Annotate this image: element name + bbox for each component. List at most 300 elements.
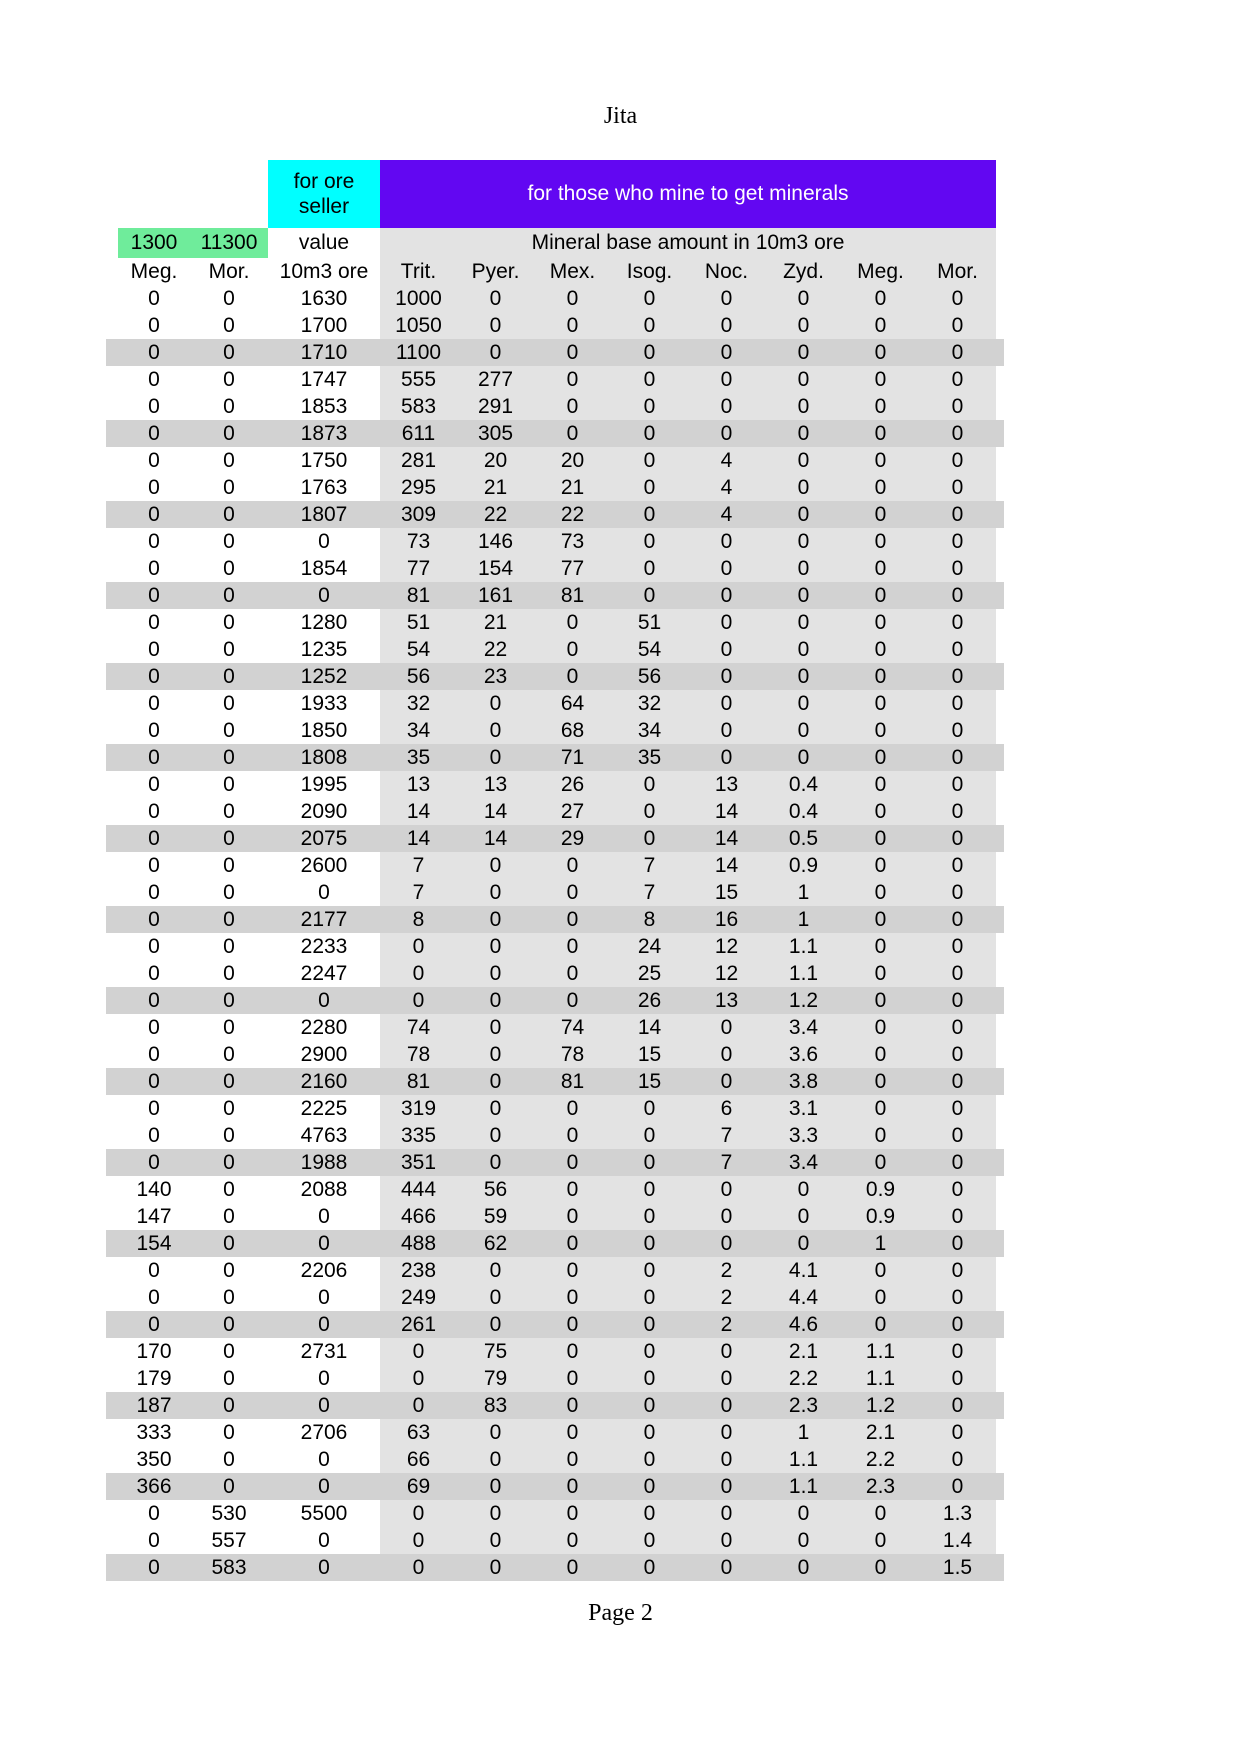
- cell: 0: [380, 1527, 457, 1554]
- cell: 81: [380, 1068, 457, 1095]
- cell: 0: [534, 1284, 611, 1311]
- cell: 0: [842, 1041, 919, 1068]
- cell: 0: [457, 879, 534, 906]
- table-row: [106, 771, 1004, 798]
- cell: 77: [380, 555, 457, 582]
- row-spacer: [106, 1554, 118, 1581]
- table-row: [106, 1176, 1004, 1203]
- cell: 0: [919, 636, 996, 663]
- cell: 0: [380, 960, 457, 987]
- row-spacer: [996, 690, 1004, 717]
- cell: 0: [190, 420, 268, 447]
- row-spacer: [996, 1014, 1004, 1041]
- cell: 3.6: [765, 1041, 842, 1068]
- page-title: Jita: [603, 103, 638, 129]
- cell: 0.5: [765, 825, 842, 852]
- cell: 7: [380, 852, 457, 879]
- cell: 1.3: [919, 1500, 996, 1527]
- cell: 79: [457, 1365, 534, 1392]
- cell: 0: [919, 1068, 996, 1095]
- column-header: Mor.: [919, 258, 996, 285]
- cell: 0: [457, 852, 534, 879]
- cell: 0: [190, 1230, 268, 1257]
- cell: 71: [534, 744, 611, 771]
- cell: 0: [688, 744, 765, 771]
- cell: 0: [380, 1365, 457, 1392]
- mineral-banner: Mineral base amount in 10m3 ore: [380, 228, 996, 258]
- cell: 0: [765, 1203, 842, 1230]
- row-spacer: [996, 447, 1004, 474]
- cell: 0: [534, 1176, 611, 1203]
- cell: 0: [919, 906, 996, 933]
- cell: 0: [611, 528, 688, 555]
- cell: 0: [765, 636, 842, 663]
- cell: 0: [611, 1527, 688, 1554]
- cell: 0: [765, 312, 842, 339]
- cell: 0: [268, 1554, 380, 1581]
- cell: 351: [380, 1149, 457, 1176]
- cell: 0: [765, 582, 842, 609]
- cell: 21: [534, 474, 611, 501]
- row-spacer: [106, 312, 118, 339]
- cell: 1.1: [765, 933, 842, 960]
- cell: 1700: [268, 312, 380, 339]
- cell: 8: [611, 906, 688, 933]
- cell: 1: [842, 1230, 919, 1257]
- cell: 0: [765, 528, 842, 555]
- cell: 0: [919, 285, 996, 312]
- cell: 14: [688, 798, 765, 825]
- cell: 0: [534, 960, 611, 987]
- column-header: Meg.: [118, 258, 190, 285]
- cell: 366: [118, 1473, 190, 1500]
- cell: 0: [842, 555, 919, 582]
- table-row: [106, 312, 1004, 339]
- cell: 0: [118, 1095, 190, 1122]
- cell: 0: [118, 528, 190, 555]
- cell: 0: [534, 1419, 611, 1446]
- cell: 179: [118, 1365, 190, 1392]
- cell: 56: [380, 663, 457, 690]
- cell: 0: [190, 1176, 268, 1203]
- table-row: [106, 1392, 1004, 1419]
- cell: 0: [118, 852, 190, 879]
- cell: 0: [190, 1473, 268, 1500]
- cell: 0: [611, 285, 688, 312]
- cell: 0: [688, 636, 765, 663]
- cell: 12: [688, 933, 765, 960]
- cell: 0: [190, 366, 268, 393]
- cell: 0: [268, 1284, 380, 1311]
- cell: 0: [190, 717, 268, 744]
- cell: 62: [457, 1230, 534, 1257]
- miners-header: for those who mine to get minerals: [380, 160, 996, 228]
- cell: 0: [268, 987, 380, 1014]
- cell: 2.1: [842, 1419, 919, 1446]
- row-spacer: [996, 663, 1004, 690]
- cell: 2280: [268, 1014, 380, 1041]
- cell: 0: [534, 1527, 611, 1554]
- cell: 0: [190, 798, 268, 825]
- cell: 2090: [268, 798, 380, 825]
- cell: 0: [534, 1095, 611, 1122]
- table-row: [106, 825, 1004, 852]
- cell: 0: [190, 1068, 268, 1095]
- row-spacer: [106, 339, 118, 366]
- cell: 0: [842, 1311, 919, 1338]
- cell: 0: [534, 1554, 611, 1581]
- cell: 0: [118, 771, 190, 798]
- row-spacer: [996, 1203, 1004, 1230]
- cell: 0: [457, 1527, 534, 1554]
- row-spacer: [996, 879, 1004, 906]
- cell: 20: [534, 447, 611, 474]
- cell: 0: [919, 1338, 996, 1365]
- cell: 0: [190, 1284, 268, 1311]
- cell: 1630: [268, 285, 380, 312]
- row-spacer: [996, 555, 1004, 582]
- cell: 0: [534, 1122, 611, 1149]
- cell: 0: [765, 501, 842, 528]
- cell: 7: [688, 1149, 765, 1176]
- row-spacer: [996, 636, 1004, 663]
- cell: 444: [380, 1176, 457, 1203]
- row-spacer: [996, 1284, 1004, 1311]
- cell: 1850: [268, 717, 380, 744]
- cell: 0: [842, 609, 919, 636]
- cell: 0: [534, 609, 611, 636]
- cell: 0: [190, 1392, 268, 1419]
- row-spacer: [106, 636, 118, 663]
- cell: 0: [190, 1014, 268, 1041]
- cell: 0: [842, 690, 919, 717]
- cell: 295: [380, 474, 457, 501]
- table-row: [106, 474, 1004, 501]
- row-spacer: [996, 1392, 1004, 1419]
- cell: 0: [919, 933, 996, 960]
- cell: 3.4: [765, 1014, 842, 1041]
- row-spacer: [106, 393, 118, 420]
- cell: 0: [118, 474, 190, 501]
- row-spacer: [996, 960, 1004, 987]
- table-row: [106, 636, 1004, 663]
- cell: 0: [611, 1230, 688, 1257]
- cell: 0: [919, 1230, 996, 1257]
- cell: 0: [919, 420, 996, 447]
- cell: 0: [118, 744, 190, 771]
- row-spacer: [996, 528, 1004, 555]
- cell: 13: [380, 771, 457, 798]
- table-row: [106, 663, 1004, 690]
- row-spacer: [106, 933, 118, 960]
- cell: 1: [765, 906, 842, 933]
- cell: 0: [268, 528, 380, 555]
- cell: 0: [534, 1446, 611, 1473]
- cell: 1.2: [765, 987, 842, 1014]
- cell: 0: [457, 1122, 534, 1149]
- table-row: [106, 1554, 1004, 1581]
- row-spacer: [106, 420, 118, 447]
- cell: 0: [842, 1257, 919, 1284]
- table-row: [106, 1068, 1004, 1095]
- table-row: [106, 1041, 1004, 1068]
- column-header: Trit.: [380, 258, 457, 285]
- cell: 0: [842, 744, 919, 771]
- cell: 77: [534, 555, 611, 582]
- cell: 249: [380, 1284, 457, 1311]
- cell: 1.1: [765, 960, 842, 987]
- row-spacer: [106, 582, 118, 609]
- cell: 3.1: [765, 1095, 842, 1122]
- cell: 187: [118, 1392, 190, 1419]
- cell: 0: [765, 366, 842, 393]
- cell: 0: [919, 1446, 996, 1473]
- meg-total-cell: 1300: [118, 228, 190, 258]
- cell: 0: [457, 1257, 534, 1284]
- cell: 16: [688, 906, 765, 933]
- cell: 0: [268, 1392, 380, 1419]
- cell: 0.9: [765, 852, 842, 879]
- cell: 0: [688, 420, 765, 447]
- cell: 0: [842, 366, 919, 393]
- table-row: [106, 1419, 1004, 1446]
- cell: 350: [118, 1446, 190, 1473]
- cell: 2706: [268, 1419, 380, 1446]
- cell: 1747: [268, 366, 380, 393]
- cell: 1807: [268, 501, 380, 528]
- row-spacer: [106, 987, 118, 1014]
- row-spacer: [996, 1176, 1004, 1203]
- cell: 0: [534, 1365, 611, 1392]
- cell: 0: [611, 474, 688, 501]
- cell: 0: [919, 852, 996, 879]
- cell: 0: [268, 1527, 380, 1554]
- cell: 0: [268, 582, 380, 609]
- cell: 0: [919, 960, 996, 987]
- cell: 0: [919, 879, 996, 906]
- cell: 22: [534, 501, 611, 528]
- cell: 0: [842, 771, 919, 798]
- row-spacer: [106, 663, 118, 690]
- cell: 14: [688, 852, 765, 879]
- cell: 0: [457, 339, 534, 366]
- value-label-cell: value: [268, 228, 380, 258]
- cell: 0: [190, 771, 268, 798]
- cell: 0: [457, 1473, 534, 1500]
- cell: 4.4: [765, 1284, 842, 1311]
- cell: 7: [380, 879, 457, 906]
- cell: 0: [190, 609, 268, 636]
- cell: 2177: [268, 906, 380, 933]
- cell: 0: [190, 852, 268, 879]
- cell: 1.5: [919, 1554, 996, 1581]
- table-row: [106, 1365, 1004, 1392]
- cell: 0: [118, 933, 190, 960]
- cell: 1.4: [919, 1527, 996, 1554]
- cell: 277: [457, 366, 534, 393]
- cell: 1763: [268, 474, 380, 501]
- cell: 0: [190, 555, 268, 582]
- cell: 0: [190, 825, 268, 852]
- cell: 0: [765, 1500, 842, 1527]
- cell: 7: [611, 879, 688, 906]
- cell: 0: [118, 1554, 190, 1581]
- cell: 0: [380, 1338, 457, 1365]
- cell: 0: [611, 1284, 688, 1311]
- blank-cell: [118, 160, 268, 228]
- cell: 0: [118, 1122, 190, 1149]
- cell: 0: [688, 1500, 765, 1527]
- cell: 1.1: [765, 1473, 842, 1500]
- cell: 0: [380, 1500, 457, 1527]
- cell: 14: [380, 798, 457, 825]
- row-spacer: [106, 825, 118, 852]
- cell: 0: [611, 1203, 688, 1230]
- cell: 0: [919, 1392, 996, 1419]
- cell: 0: [765, 447, 842, 474]
- cell: 22: [457, 636, 534, 663]
- cell: 0: [380, 933, 457, 960]
- cell: 0: [765, 420, 842, 447]
- cell: 0: [688, 1338, 765, 1365]
- cell: 0: [611, 1095, 688, 1122]
- cell: 0: [688, 393, 765, 420]
- cell: 0: [190, 582, 268, 609]
- cell: 0: [268, 879, 380, 906]
- cell: 14: [688, 825, 765, 852]
- cell: 0: [919, 609, 996, 636]
- column-header: Zyd.: [765, 258, 842, 285]
- cell: 2206: [268, 1257, 380, 1284]
- cell: 0: [118, 366, 190, 393]
- row-spacer: [106, 1284, 118, 1311]
- row-spacer: [106, 555, 118, 582]
- cell: 0: [118, 663, 190, 690]
- cell: 0: [457, 1311, 534, 1338]
- cell: 0: [688, 1419, 765, 1446]
- cell: 0: [842, 393, 919, 420]
- cell: 0: [190, 879, 268, 906]
- cell: 78: [380, 1041, 457, 1068]
- row-spacer: [106, 1311, 118, 1338]
- table-row: [106, 1257, 1004, 1284]
- table-row: [106, 1014, 1004, 1041]
- cell: 78: [534, 1041, 611, 1068]
- table-row: [106, 420, 1004, 447]
- row-spacer: [996, 717, 1004, 744]
- cell: 0: [611, 420, 688, 447]
- cell: 0: [611, 825, 688, 852]
- cell: 0.4: [765, 798, 842, 825]
- row-spacer: [106, 285, 118, 312]
- cell: 26: [534, 771, 611, 798]
- cell: 0: [190, 1122, 268, 1149]
- cell: 0: [118, 1041, 190, 1068]
- table-row: [106, 528, 1004, 555]
- cell: 26: [611, 987, 688, 1014]
- row-spacer: [106, 1338, 118, 1365]
- cell: 0: [842, 339, 919, 366]
- totals-row: [106, 228, 1004, 258]
- cell: 0: [688, 1554, 765, 1581]
- cell: 0: [611, 1446, 688, 1473]
- row-spacer: [996, 1311, 1004, 1338]
- row-spacer: [106, 960, 118, 987]
- cell: 0: [118, 825, 190, 852]
- cell: 0: [457, 1068, 534, 1095]
- cell: 0: [534, 1203, 611, 1230]
- cell: 0: [190, 1338, 268, 1365]
- cell: 0: [919, 771, 996, 798]
- cell: 2731: [268, 1338, 380, 1365]
- cell: 309: [380, 501, 457, 528]
- cell: 0: [842, 447, 919, 474]
- cell: 0: [919, 1176, 996, 1203]
- cell: 0: [190, 1311, 268, 1338]
- cell: 1853: [268, 393, 380, 420]
- cell: 0: [919, 798, 996, 825]
- row-spacer: [106, 447, 118, 474]
- cell: 3.3: [765, 1122, 842, 1149]
- cell: 0: [611, 1419, 688, 1446]
- cell: 4: [688, 501, 765, 528]
- cell: 0: [611, 555, 688, 582]
- cell: 0: [919, 663, 996, 690]
- cell: 0.4: [765, 771, 842, 798]
- cell: 281: [380, 447, 457, 474]
- row-spacer: [996, 1554, 1004, 1581]
- cell: 2.3: [765, 1392, 842, 1419]
- cell: 1235: [268, 636, 380, 663]
- row-spacer: [996, 1473, 1004, 1500]
- cell: 2075: [268, 825, 380, 852]
- row-spacer: [996, 906, 1004, 933]
- cell: 15: [611, 1068, 688, 1095]
- row-spacer: [996, 582, 1004, 609]
- row-spacer: [106, 1446, 118, 1473]
- cell: 66: [380, 1446, 457, 1473]
- cell: 0: [118, 879, 190, 906]
- row-spacer: [996, 1257, 1004, 1284]
- cell: 0: [765, 555, 842, 582]
- column-header: 10m3 ore: [268, 258, 380, 285]
- row-spacer: [996, 1149, 1004, 1176]
- cell: 24: [611, 933, 688, 960]
- cell: 21: [457, 609, 534, 636]
- table-row: [106, 852, 1004, 879]
- cell: 0: [118, 1068, 190, 1095]
- left-spacer: [106, 160, 118, 228]
- cell: 15: [688, 879, 765, 906]
- row-spacer: [106, 1500, 118, 1527]
- row-spacer: [106, 771, 118, 798]
- cell: 0: [611, 1257, 688, 1284]
- column-header: Mor.: [190, 258, 268, 285]
- cell: 0: [919, 1284, 996, 1311]
- cell: 291: [457, 393, 534, 420]
- row-spacer: [996, 285, 1004, 312]
- cell: 13: [688, 987, 765, 1014]
- cell: 0: [611, 1365, 688, 1392]
- cell: 0: [534, 636, 611, 663]
- cell: 0: [118, 690, 190, 717]
- cell: 0: [190, 663, 268, 690]
- cell: 73: [534, 528, 611, 555]
- cell: 0: [268, 1446, 380, 1473]
- cell: 2160: [268, 1068, 380, 1095]
- cell: 25: [611, 960, 688, 987]
- cell: 0: [919, 987, 996, 1014]
